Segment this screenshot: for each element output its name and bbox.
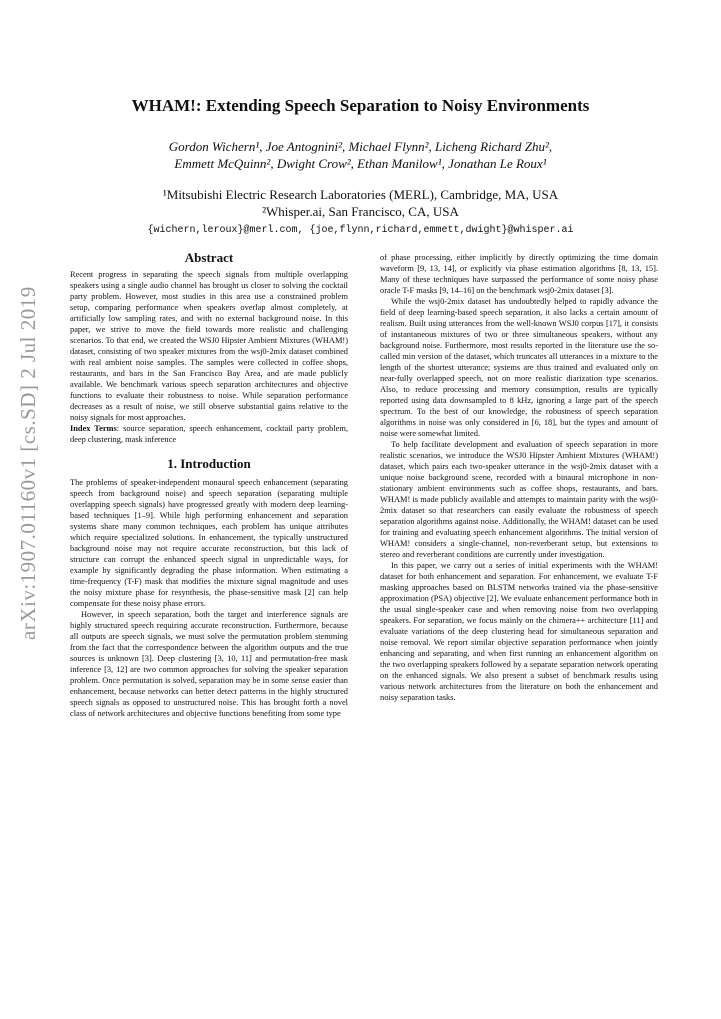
arxiv-identifier: arXiv:1907.01160v1 [cs.SD] 2 Jul 2019 (16, 286, 40, 640)
author-emails: {wichern,leroux}@merl.com, {joe,flynn,richard,emmett,dwight}@whisper.ai (147, 225, 574, 236)
abstract-heading: Abstract (184, 250, 234, 265)
right-paragraph-3: To help facilitate development and evaluation of speech separation in more realistic scenarios, we introduce the WSJ0 Hipster Ambient Mixtures (WHAM!) dataset, which pairs each two-speaker utterance in the wsj0-2mix dataset with a unique noise background scene, recorded with a binaural microphone in non-stationary ambient environments such as coffee shops, restaurants, and bars. WHAM! is made publicly available and attempts to maintain parity with the wsj0-2mix dataset so that researchers can easily evaluate the robustness of speech separation algorithms against noise. Additionally, the WHAM! dataset can be used for training and evaluating speech enhancement algorithms. The initial version of WHAM! considers a single-channel, non-reverberant setup, but extensions to stereo and reverberant conditions are currently under investigation. (380, 440, 658, 559)
paper-title: WHAM!: Extending Speech Separation to Noisy Environments (131, 96, 590, 115)
right-paragraph-1: of phase processing, either implicitly by directly optimizing the time domain waveform [9, 13, 14], or explicitly via phase estimation algorithms [8, 13, 15]. Many of these techniques have surpassed the performance of some noisy phase oracle T-F masks [9, 14–16] on the benchmark wsj0-2mix dataset [3]. (380, 253, 658, 295)
affiliation-1: ¹Mitsubishi Electric Research Laboratories (MERL), Cambridge, MA, USA (162, 187, 559, 202)
left-column (70, 252, 348, 719)
authors-line-2: Emmett McQuinn², Dwight Crow², Ethan Manilow¹, Jonathan Le Roux¹ (174, 156, 547, 171)
right-paragraph-2: While the wsj0-2mix dataset has undoubtedly helped to rapidly advance the field of deep learning-based speech separation, it also lacks a certain amount of realism. Built using utterances from the well-known WSJ0 corpus [17], it consists of instantaneous mixtures of two or three simultaneous speakers, without any background noise. Furthermore, most results reported in the literature use the so-called min version of the dataset, which truncates all utterances in a mixture to the length of the shortest utterance; systems are thus trained and evaluated only on near-fully overlapped speech, not on more realistic diarization type scenarios. Also, to reduce processing and memory consumption, results are typically reported using data downsampled to 8 kHz, ignoring a large part of the speech spectrum. To the best of our knowledge, the robustness of speech separation algorithms in noise was only considered in [6, 18], but the types and amount of noise were somewhat limited. (380, 297, 658, 438)
right-paragraph-4: In this paper, we carry out a series of initial experiments with the WHAM! dataset for both enhancement and separation. For enhancement, we evaluate T-F masking approaches based on BLSTM networks trained via the phase-sensitive approximation (PSA) objective [2]. We evaluate enhancement performance both in the usual single-speaker case and when removing noise from two overlapping speakers. For separation, we focus mainly on the chimera++ architecture [11] and evaluate variations of the deep clustering head for simultaneous separation and noise removal. We report similar objective separation performance when jointly enhancing and separating, and when first running an enhancement algorithm on the two overlapping speakers followed by a separate separation network operating on the enhanced signals. We also present a subset of benchmark results using various network architectures from the literature on both the enhancement and noisy separation tasks. (380, 561, 658, 702)
intro-heading: 1. Introduction (167, 456, 251, 471)
intro-paragraph-1: The problems of speaker-independent monaural speech enhancement (separating speech from background noise) and speech separation (separating multiple overlapping speech signals) have progressed greatly with modern deep learning-based techniques [1–9]. While high performing enhancement and separation systems share many common techniques, each problem has unique attributes which require specialized solutions. In enhancement, the typically unstructured background noise may not require accurate reconstruction, but this lack of structure can corrupt the enhanced speech signal in unpredictable ways, for example by significantly degrading the phase information. When estimating a time-frequency (T-F) mask that modifies the mixture signal magnitude and uses the noisy mixture phase for resynthesis, the phase-sensitive mask [2] can help compensate for these noisy phase errors. (70, 478, 348, 608)
right-column (380, 252, 658, 703)
authors-line-1: Gordon Wichern¹, Joe Antognini², Michael Flynn², Licheng Richard Zhu², (168, 139, 553, 154)
intro-paragraph-2: However, in speech separation, both the target and interference signals are highly structured speech requiring accurate reconstruction. Furthermore, because all outputs are speech signals, we must solve the permutation problem stemming from the fact that the correspondence between the algorithm outputs and the true sources is unknown [3]. Deep clustering [3, 10, 11] and permutation-free mask inference [3, 12] are two common approaches for solving the speaker separation problem. Once permutation is solved, separation may be in some sense easier than enhancement, because networks can better detect patterns in the highly structured speech signals as opposed to unstructured noise. This has brought forth a novel class of network architectures and objective functions benefiting from some type (70, 610, 348, 718)
index-terms-label: Index Terms (70, 424, 117, 433)
affiliation-2: ²Whisper.ai, San Francisco, CA, USA (262, 204, 459, 219)
index-terms (70, 423, 348, 445)
paper-header (0, 96, 721, 236)
author-list (0, 138, 721, 172)
index-terms-text: : source separation, speech enhancement, cocktail party problem, deep clustering, mask inference (70, 424, 348, 444)
abstract-text: Recent progress in separating the speech signals from multiple overlapping speakers using a single audio channel has brought us closer to solving the cocktail party problem. However, most studies in this area use a constrained problem setup, comparing performance when speakers overlap almost completely, at artificially low sampling rates, and with no external background noise. In this paper, we strive to move the field towards more realistic and challenging scenarios. To that end, we created the WSJ0 Hipster Ambient Mixtures (WHAM!) dataset, consisting of two speaker mixtures from the wsj0-2mix dataset combined with real ambient noise samples. The samples were collected in coffee shops, restaurants, and bars in the San Francisco Bay Area, and are made publicly available. We benchmark various speech separation architectures and objective functions to evaluate their robustness to noise. While separation performance decreases as a result of noise, we still observe substantial gains relative to the noisy signals for most approaches. (70, 270, 348, 422)
